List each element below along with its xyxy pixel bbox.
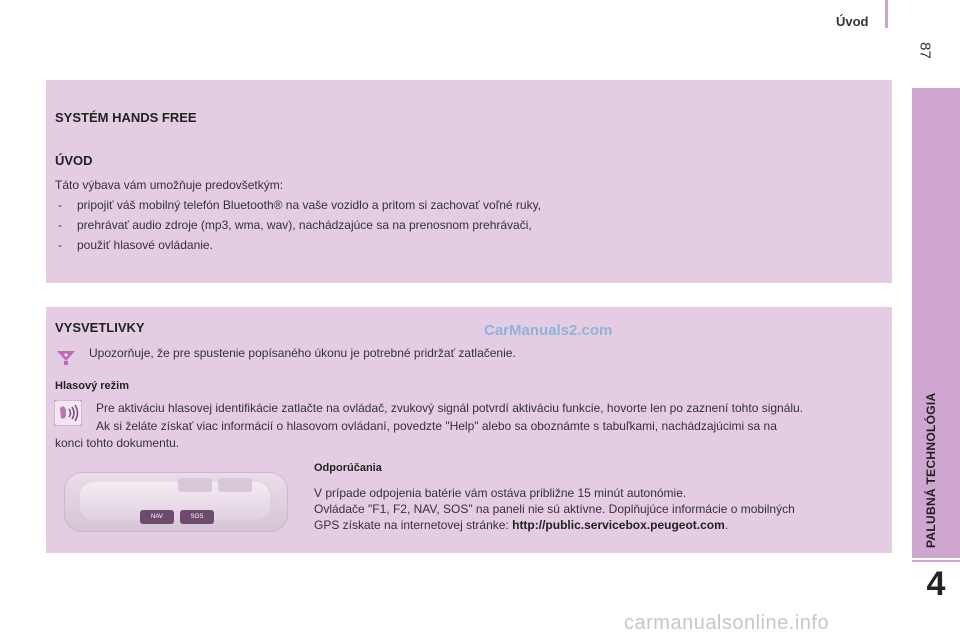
voice-text-line: Pre aktiváciu hlasovej identifikácie zatlačte na ovládač, zvukový signál potvrdí aktiváciu funkcie, hovorte len po zaznení tohto signálu.: [96, 401, 804, 415]
bullet-item: prehrávať audio zdroje (mp3, wma, wav), nachádzajúce sa na prenosnom prehrávači,: [77, 218, 532, 232]
panel-button-f1: [178, 478, 212, 492]
bullet-item: pripojiť váš mobilný telefón Bluetooth® na vaše vozidlo a pritom si zachovať voľné ruky,: [77, 198, 542, 212]
recommendations-heading: Odporúčania: [314, 462, 382, 474]
bullet-dash: -: [58, 198, 62, 212]
intro-text: Táto výbava vám umožňuje predovšetkým:: [55, 178, 284, 192]
recommendation-line: V prípade odpojenia batérie vám ostáva približne 15 minút autonómie.: [314, 486, 687, 500]
recommendation-line: Ovládače "F1, F2, NAV, SOS" na paneli nie sú aktívne. Doplňujúce informácie o mobilných: [314, 502, 795, 516]
voice-mode-heading: Hlasový režim: [55, 380, 129, 392]
recommendation-line: [314, 518, 728, 532]
chapter-side-label: PALUBNÁ TECHNOLÓGIA: [924, 392, 938, 548]
voice-text-line: konci tohto dokumentu.: [55, 436, 180, 450]
bullet-dash: -: [58, 238, 62, 252]
watermark-top: CarManuals2.com: [484, 322, 613, 339]
press-hold-icon: [55, 347, 77, 367]
panel-button-nav: NAV: [140, 510, 174, 524]
chapter-divider: [912, 560, 960, 562]
recommendation-line-suffix: .: [724, 518, 729, 532]
panel-button-f2: [218, 478, 252, 492]
watermark-bottom: carmanualsonline.info: [624, 612, 830, 634]
warning-text: Upozorňuje, že pre spustenie popísaného úkonu je potrebné pridržať zatlačenie.: [89, 346, 516, 360]
section-heading-hands-free: SYSTÉM HANDS FREE: [55, 110, 197, 125]
header-divider: [885, 0, 888, 28]
page-number: 87: [916, 42, 934, 59]
voice-text-line: Ak si želáte získať viac informácií o hlasovom ovládaní, povedzte "Help" alebo sa oboznámte s tabuľkami, nachádzajúcimi sa na: [96, 419, 777, 433]
recommendation-line-prefix: GPS získate na internetovej stránke:: [314, 518, 513, 532]
bullet-item: použiť hlasové ovládanie.: [77, 238, 213, 252]
bullet-dash: -: [58, 218, 62, 232]
voice-command-icon: [54, 400, 82, 426]
section-subheading-uvod: ÚVOD: [55, 153, 93, 168]
page-header-title: Úvod: [836, 14, 869, 29]
chapter-number: 4: [926, 565, 946, 603]
panel-button-sos: SOS: [180, 510, 214, 524]
servicebox-link[interactable]: http://public.servicebox.peugeot.com: [512, 518, 725, 532]
section-heading-vysvetlivky: VYSVETLIVKY: [55, 320, 145, 335]
